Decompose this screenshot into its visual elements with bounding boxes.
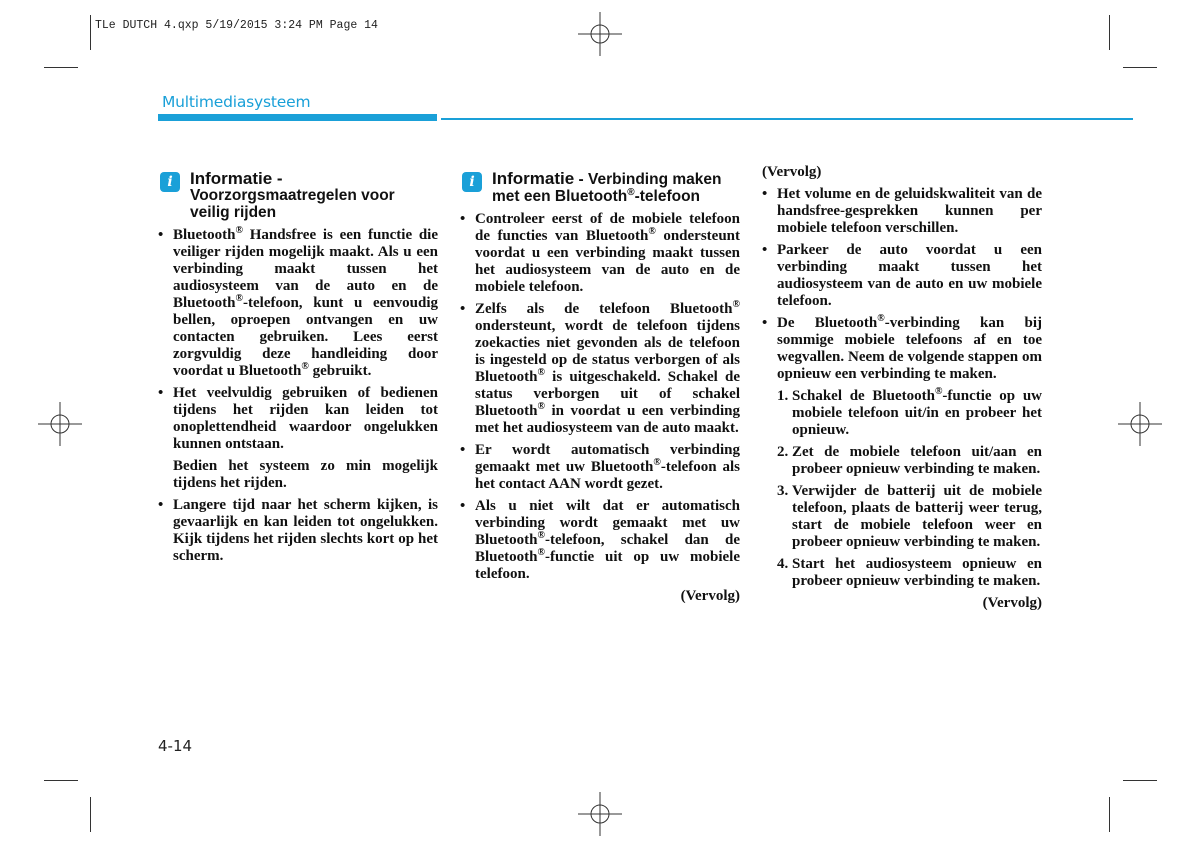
list-item: • Langere tijd naar het scherm kijken, is gevaarlijk en kan leiden tot ongelukken. Kijk tijdens het rijden slechts kort op het scherm. [158,497,438,565]
step-item: 3. Verwijder de batterij uit de mobiele telefoon, plaats de batterij weer terug, start de mobiele telefoon weer en probeer opnieuw verbinding te maken. [777,483,1042,550]
list-item: • Het volume en de geluidskwaliteit van de handsfree-gesprekken kunnen per mobiele telefoon verschillen. [762,186,1042,237]
registration-mark-bottom [578,792,622,836]
info-icon: i [462,172,482,192]
info-title: Informatie - Verbinding maken met een Bluetooth®-telefoon [492,169,722,205]
column-safety-info [158,170,438,570]
list-item: • Als u niet wilt dat er automatisch verbinding wordt gemaakt met uw Bluetooth®-telefoon, schakel dan de Bluetooth®-functie uit op uw mobiele telefoon. [460,498,740,583]
bullet-list [762,186,1042,383]
list-item: • Bluetooth® Handsfree is een functie die veiliger rijden mogelijk maakt. Als u een verbinding maakt tussen het audiosysteem van de auto en de Bluetooth®-telefoon, kunt u eenvoudig bellen, oproepen ontvangen en uw contacten gebruiken. Lees eerst zorgvuldig deze handleiding door voordat u Bluetooth® gebruikt. [158,227,438,380]
info-title-main: Informatie - [190,169,283,188]
info-title-main: Informatie [492,169,575,188]
info-title-sub: - Verbinding maken [574,171,722,188]
list-item: • Er wordt automatisch verbinding gemaakt met uw Bluetooth®-telefoon als het contact AAN wordt gezet. [460,442,740,493]
continued-label-top: (Vervolg) [762,164,822,180]
info-icon: i [160,172,180,192]
registration-mark-top [578,12,622,56]
registration-mark-left [38,402,82,446]
list-item: • Het veelvuldig gebruiken of bedienen tijdens het rijden kan leiden tot onoplettendheid waardoor ongelukken kunnen ontstaan. [158,385,438,453]
column-continued [762,164,1042,612]
info-title [190,170,438,221]
info-title-sub: Voorzorgsmaatregelen voor veilig rijden [190,187,395,221]
header-rule-thick [158,114,437,121]
step-item: 4. Start het audiosysteem opnieuw en probeer opnieuw verbinding te maken. [777,556,1042,589]
bullet-list [158,227,438,453]
step-item: 2. Zet de mobiele telefoon uit/aan en probeer opnieuw verbinding te maken. [777,444,1042,477]
paragraph: Bedien het systeem zo min mogelijk tijdens het rijden. [173,458,438,491]
print-slug: TLe DUTCH 4.qxp 5/19/2015 3:24 PM Page 14 [95,19,378,32]
list-item: • Controleer eerst of de mobiele telefoon de functies van Bluetooth® ondersteunt voordat u een verbinding maakt tussen het audiosysteem van de auto en de mobiele telefoon. [460,211,740,296]
section-title: Multimediasysteem [162,93,311,111]
bullet-list [158,497,438,565]
page-number: 4-14 [158,737,193,755]
info-heading [460,170,740,205]
numbered-steps [777,388,1042,590]
list-item: • Zelfs als de telefoon Bluetooth® ondersteunt, wordt de telefoon tijdens zoekacties niet gevonden als de telefoon is ingesteld op de status verborgen of als Bluetooth® is uitgeschakeld. Schakel de status verborgen uit of schakel Bluetooth® in voordat u een verbinding met het audiosysteem van de auto maakt. [460,301,740,437]
header-rule-thin [441,118,1133,120]
step-item: 1. Schakel de Bluetooth®-functie op uw mobiele telefoon uit/in en probeer het opnieuw. [777,386,1043,438]
continued-label: (Vervolg) [680,588,740,604]
list-item: • Parkeer de auto voordat u een verbinding maakt tussen het audiosysteem van de auto en uw mobiele telefoon. [762,242,1042,310]
column-bluetooth-connection [460,170,740,605]
list-item: • De Bluetooth®-verbinding kan bij sommige mobiele telefoons af en toe wegvallen. Neem de volgende stappen om opnieuw een verbinding te maken. [762,315,1042,383]
info-heading [158,170,438,221]
continued-label: (Vervolg) [982,595,1042,611]
bullet-list [460,211,740,583]
registration-mark-right [1118,402,1162,446]
